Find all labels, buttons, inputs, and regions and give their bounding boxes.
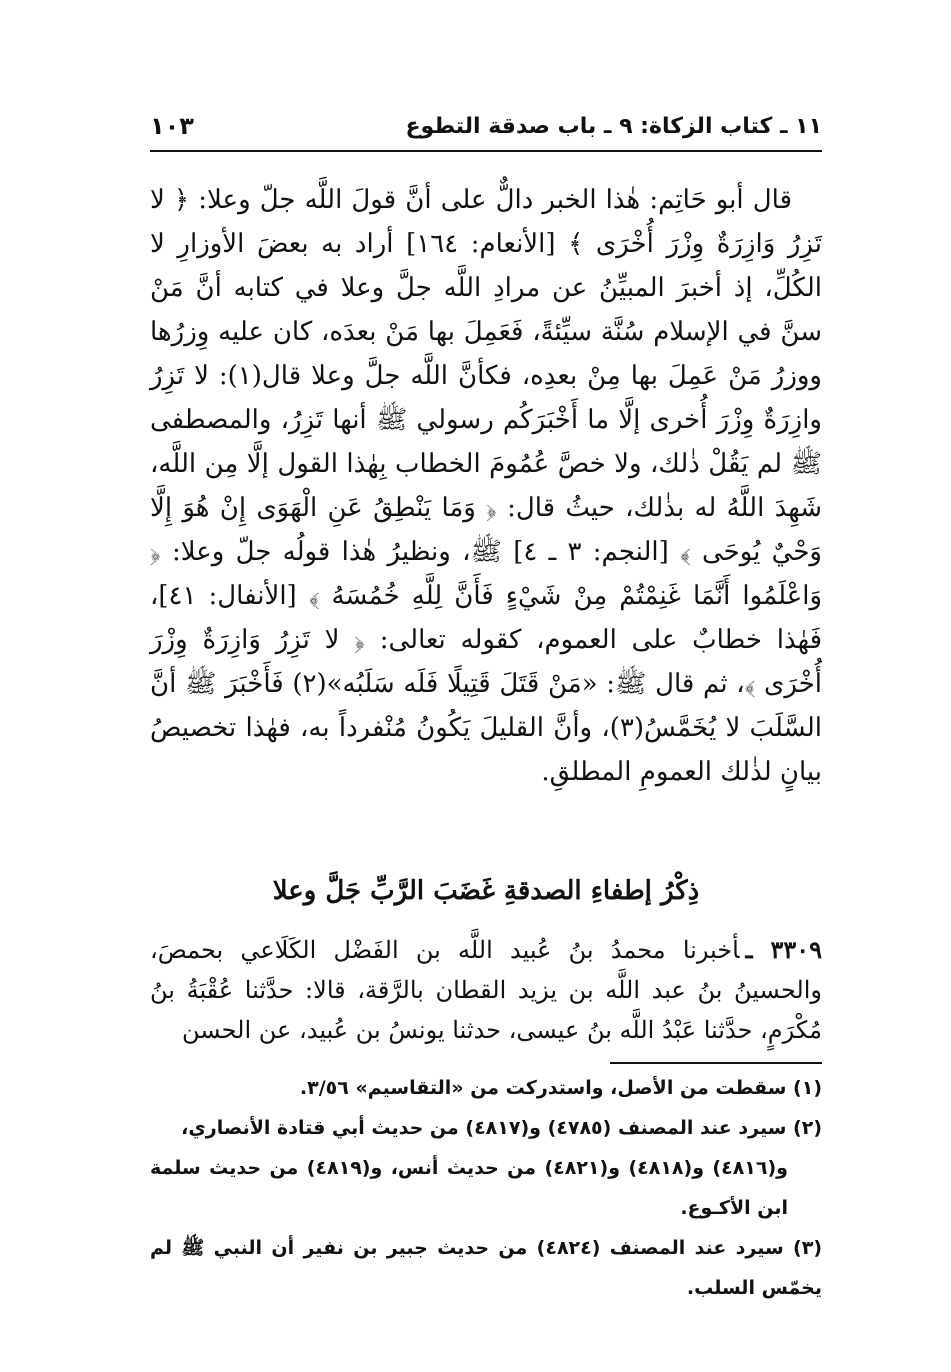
section-heading: ذِكْرُ إطفاءِ الصدقةِ غَضَبَ الرَّبِّ جَلَّ وعلا [272, 876, 700, 906]
page-number: ١٠٣ [150, 112, 194, 140]
footnote-1: (١) سقطت من الأصل، واستدركت من «التقاسيم» ٣/٥٦. [299, 1077, 822, 1099]
page-header [150, 110, 822, 152]
footnote-2: (٢) سيرد عند المصنف (٤٧٨٥) و(٤٨١٧) من حديث أبي قتادة الأنصاري، [181, 1117, 822, 1139]
running-title: ١١ ـ كتاب الزكاة: ٩ ـ باب صدقة التطوع [405, 114, 822, 139]
footnotes [150, 1068, 822, 1308]
footnote-separator [610, 1062, 822, 1064]
hadith-entry [150, 930, 822, 1050]
hadith-number: ٣٣٠٩ ـ [745, 935, 822, 964]
commentary-paragraph: قال أبو حَاتِم: هٰذا الخبر دالٌّ على أنَّ قولَ اللَّه جلّ وعلا: ﴿ لا تَزِرُ وَازِرَةٌ وِزْرَ أُخْرَى ﴾ [الأنعام: ١٦٤] أراد به بعضَ الأوزارِ لا الكُلِّ، إذ أخبرَ المبيِّنُ عن مرادِ اللَّه جلَّ وعلا في كتابه أنَّ مَنْ سنَّ في الإسلام سُنَّة سيِّئةً، فَعَمِلَ بها مَنْ بعدَه، كان عليه وِزرُها ووزرُ مَنْ عَمِلَ بها مِنْ بعدِه، فكأنَّ اللَّه جلَّ وعلا قال(١): لا تَزِرُ وازِرَةٌ وِزْرَ أُخرى إلَّا ما أَخْبَرَكُم رسولي ﷺ أنها تَزِرُ، والمصطفى ﷺ لم يَقُلْ ذٰلك، ولا خصَّ عُمُومَ الخطاب بِهٰذا القول إلَّا مِن اللَّه، شَهِدَ اللَّهُ له بذٰلك، حيثُ قال: ﴿ وَمَا يَنْطِقُ عَنِ الْهَوَى إِنْ هُوَ إِلَّا وَحْيٌ يُوحَى ﴾ [النجم: ٣ ـ ٤] ﷺ، ونظيرُ هٰذا قولُه جلّ وعلا: ﴿ وَاعْلَمُوا أَنَّمَا غَنِمْتُمْ مِنْ شَيْءٍ فَأَنَّ لِلَّهِ خُمُسَهُ ﴾ [الأنفال: ٤١]، فَهٰذا خطابٌ على العموم، كقوله تعالى: ﴿ لا تَزِرُ وَازِرَةٌ وِزْرَ أُخْرَى ﴾، ثم قال ﷺ: «مَنْ قَتَلَ قَتِيلًا فَلَه سَلَبُه»(٢) فَأَخْبَرَ ﷺ أنَّ السَّلَبَ لا يُخَمَّسُ(٣)، وأنَّ القليلَ يَكُونُ مُنْفرداً به، فهٰذا تخصيصُ بيانٍ لذٰلك العمومِ المطلقِ. [150, 185, 822, 787]
footnote-2-continuation: و(٤٨١٦) و(٤٨١٨) و(٤٨٢١) من حديث أنس، و(٤٨١٩) من حديث سلمة ابن الأكـوع. [150, 1157, 788, 1219]
footnote-3: (٣) سيرد عند المصنف (٤٨٢٤) من حديث جبير بن نفير أن النبي ﷺ لم يخمّس السلب. [150, 1237, 823, 1299]
main-text [150, 178, 822, 794]
hadith-text: أخبرنا محمدُ بنُ عُبيد اللَّه بن الفَضْل الكَلَاعي بحمصَ، والحسينُ بنُ عبد اللَّه بن يزيد القطان بالرَّقة، قالا: حدَّثنا عُقْبَةُ بنُ مُكْرَمٍ، حدَّثنا عَبْدُ اللَّه بنُ عيسى، حدثنا يونسُ بن عُبيد، عن الحسن [150, 936, 823, 1044]
